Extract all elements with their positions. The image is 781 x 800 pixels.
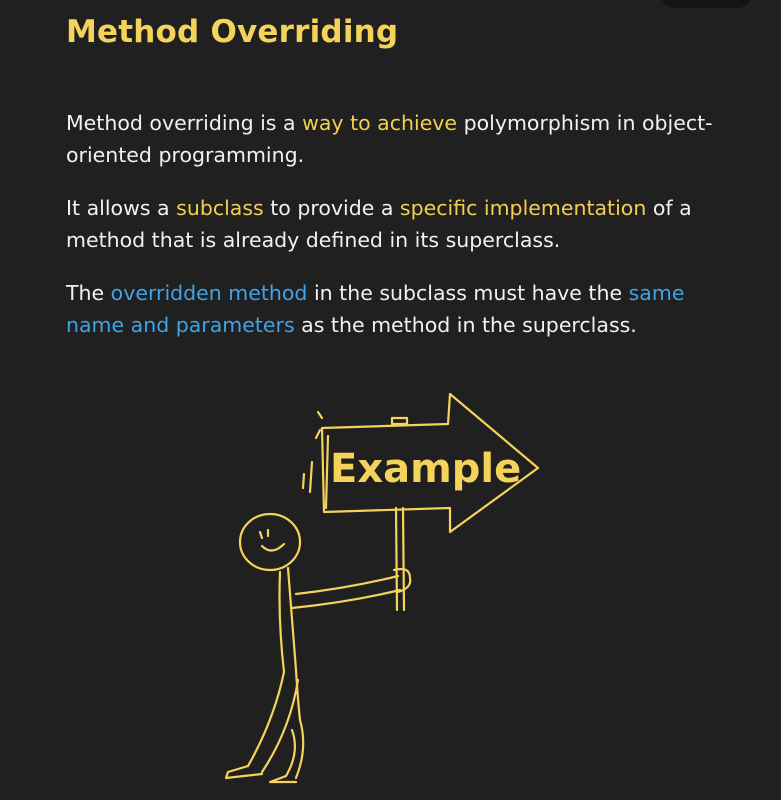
paragraph-text: in the subclass must have the xyxy=(307,281,629,305)
sign-label: Example xyxy=(330,446,522,492)
paragraph-polymorphism xyxy=(66,107,746,171)
stick-figure-holding-arrow-sign-icon xyxy=(200,380,560,790)
highlight-specific-implementation: specific implementation xyxy=(399,196,647,220)
top-overlay-pill xyxy=(660,0,752,8)
paragraph-text: The xyxy=(66,281,111,305)
paragraph-text: polymorphism in object-oriented programming. xyxy=(66,111,713,167)
paragraph-text: to provide a xyxy=(263,196,400,220)
paragraph-subclass xyxy=(66,192,746,256)
page-title: Method Overriding xyxy=(66,14,399,50)
paragraph-text: Method overriding is a xyxy=(66,111,303,135)
highlight-way-to-achieve: way to achieve xyxy=(302,111,458,135)
paragraph-overridden-method xyxy=(66,277,746,341)
highlight-overridden-method: overridden method xyxy=(110,281,308,305)
highlight-same-name-and-parameters: same name and parameters xyxy=(66,281,685,337)
paragraph-text: It allows a xyxy=(66,196,177,220)
paragraph-text: as the method in the superclass. xyxy=(294,313,637,337)
sign-post xyxy=(396,508,404,610)
paragraph-text: of a method that is already defined in its superclass. xyxy=(66,196,692,252)
figure-head xyxy=(240,514,300,570)
highlight-subclass: subclass xyxy=(176,196,264,220)
